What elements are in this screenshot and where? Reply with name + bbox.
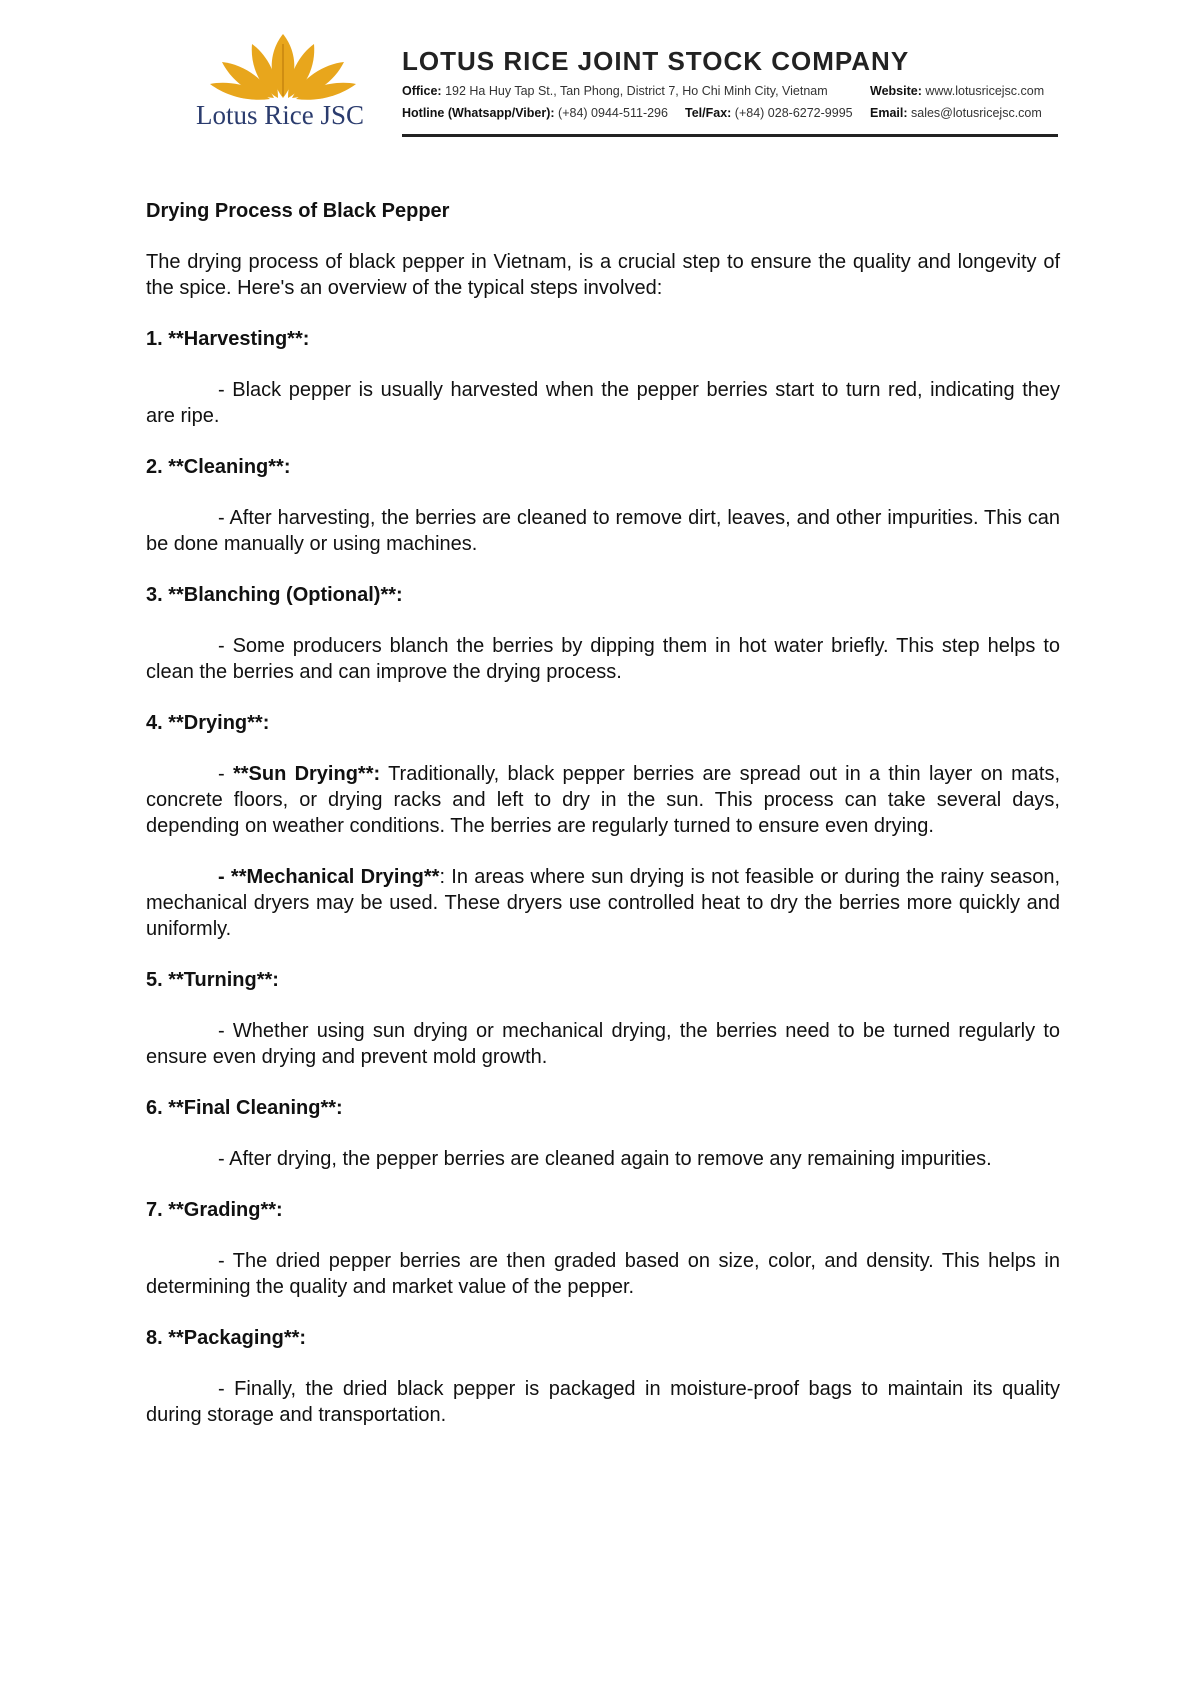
mechanical-drying-dash: - (218, 866, 231, 888)
letterhead (190, 30, 1070, 140)
telfax-number: (+84) 028-6272-9995 (734, 106, 853, 120)
office-line (402, 84, 828, 98)
sun-drying-text: Traditionally, black pepper berries are spread out in a thin layer on mats, concrete floors, or drying racks and left to dry in the sun. This process can take several days, depending on weather conditions. The berries are regularly turned to ensure even drying. (146, 763, 1061, 837)
step-text-cleaning: - After harvesting, the berries are cleaned to remove dirt, leaves, and other impurities. This can be done manually or using machines. (146, 507, 1060, 555)
website-label: Website: (870, 84, 922, 98)
website-link[interactable]: www.lotusricejsc.com (925, 84, 1045, 98)
step-heading-blanching: 3. **Blanching (Optional)**: (146, 584, 403, 606)
company-name: LOTUS RICE JOINT STOCK COMPANY (402, 46, 910, 76)
step-text-packaging: - Finally, the dried black pepper is packaged in moisture-proof bags to maintain its quality during storage and transportation. (146, 1378, 1060, 1426)
sun-drying-label: **Sun Drying**: (232, 763, 381, 785)
step-text-blanching: - Some producers blanch the berries by dipping them in hot water briefly. This step helps to clean the berries and can improve the drying process. (146, 635, 1060, 683)
telfax-label: Tel/Fax: (685, 106, 732, 120)
intro-paragraph: The drying process of black pepper in Vietnam, is a crucial step to ensure the quality and longevity of the spice. Here's an overview of the typical steps involved: (146, 251, 1060, 299)
company-logo (190, 30, 370, 140)
step-heading-cleaning: 2. **Cleaning**: (146, 456, 291, 478)
office-address: 192 Ha Huy Tap St., Tan Phong, District 7, Ho Chi Minh City, Vietnam (445, 84, 828, 98)
step-heading-grading: 7. **Grading**: (146, 1199, 283, 1221)
document-title: Drying Process of Black Pepper (146, 200, 450, 222)
step-heading-final-cleaning: 6. **Final Cleaning**: (146, 1097, 343, 1119)
step-text-sun-drying (146, 761, 1060, 839)
office-label: Office: (402, 84, 442, 98)
hotline-label: Hotline (Whatsapp/Viber): (402, 106, 555, 120)
step-heading-harvesting: 1. **Harvesting**: (146, 328, 310, 350)
hotline-line (402, 106, 668, 120)
email-label: Email: (870, 106, 908, 120)
step-text-mechanical-drying (146, 864, 1060, 942)
step-heading-drying: 4. **Drying**: (146, 712, 270, 734)
step-heading-turning: 5. **Turning**: (146, 969, 279, 991)
letterhead-divider (402, 134, 1058, 137)
sun-drying-dash: - (218, 763, 233, 785)
step-text-harvesting: - Black pepper is usually harvested when the pepper berries start to turn red, indicating they are ripe. (146, 379, 1060, 427)
step-heading-packaging: 8. **Packaging**: (146, 1327, 307, 1349)
logo-text: Lotus Rice JSC (196, 100, 365, 130)
step-text-grading: - The dried pepper berries are then graded based on size, color, and density. This helps in determining the quality and market value of the pepper. (146, 1250, 1060, 1298)
telfax-line (685, 106, 853, 120)
website-line (870, 84, 1044, 98)
step-text-final-cleaning: - After drying, the pepper berries are cleaned again to remove any remaining impurities. (218, 1148, 992, 1170)
mechanical-drying-text: : In areas where sun drying is not feasible or during the rainy season, mechanical dryers may be used. These dryers use controlled heat to dry the berries more quickly and uniformly. (146, 866, 1060, 940)
mechanical-drying-label: **Mechanical Drying** (230, 866, 440, 888)
email-link[interactable]: sales@lotusricejsc.com (911, 106, 1042, 120)
document-body (146, 198, 1060, 1453)
step-text-turning: - Whether using sun drying or mechanical drying, the berries need to be turned regularly to ensure even drying and prevent mold growth. (146, 1020, 1060, 1068)
email-line (870, 106, 1042, 120)
lotus-flower-icon (208, 32, 358, 102)
hotline-number: (+84) 0944-511-296 (558, 106, 668, 120)
